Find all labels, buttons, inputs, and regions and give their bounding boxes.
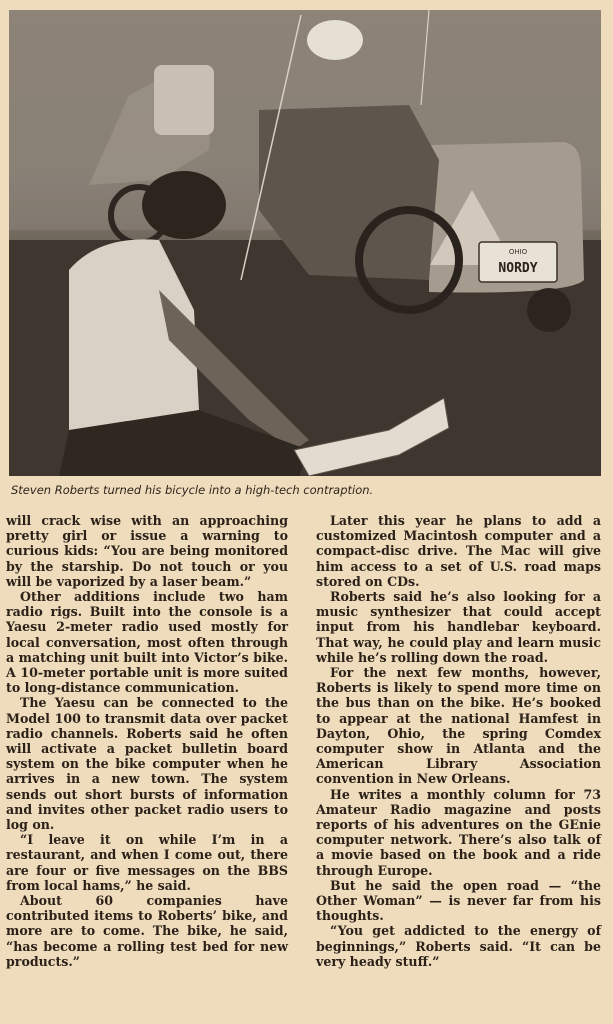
paragraph: will crack wise with an approaching pretty girl or issue a warning to curious kids: “You are being monitored by the starship. Do not touch or you will be vaporized by a laser beam.” xyxy=(6,513,288,589)
paragraph: For the next few months, however, Roberts is likely to spend more time on the bus than on the bike. He’s booked to appear at the national Hamfest in Dayton, Ohio, the spring Comdex computer show in Atlanta and the American Library Association convention in New Orleans. xyxy=(316,665,601,787)
paragraph: “You get addicted to the energy of beginnings,” Roberts said. “It can be very heady stuff.” xyxy=(316,923,601,969)
trailer-wheel xyxy=(527,288,571,332)
paragraph: Roberts said he’s also looking for a music synthesizer that could accept input from his handlebar keyboard. That way, he could play and learn music while he’s rolling down the road. xyxy=(316,589,601,665)
helmet xyxy=(307,20,363,60)
news-photo xyxy=(9,10,601,476)
plate-state: OHIO xyxy=(508,248,528,256)
plate-text: NORDY xyxy=(498,261,538,276)
paragraph: Other additions include two ham radio rigs. Built into the console is a Yaesu 2-meter radio used mostly for local conversation, most often through a matching unit built into Victor’s bike. A 10-meter portable unit is more suited to long-distance communication. xyxy=(6,589,288,696)
photo-illustration xyxy=(9,10,601,476)
paragraph: “I leave it on while I’m in a restaurant, and when I come out, there are four or five messages on the BBS from local hams,” he said. xyxy=(6,832,288,893)
person-hair xyxy=(142,171,226,239)
paragraph: Later this year he plans to add a customized Macintosh computer and a compact-disc drive. The Mac will give him access to a set of U.S. road maps stored on CDs. xyxy=(316,513,601,589)
paragraph: About 60 companies have contributed items to Roberts’ bike, and more are to come. The bike, he said, “has become a rolling test bed for new products.” xyxy=(6,893,288,969)
article-column-right xyxy=(316,513,601,969)
article-column-left xyxy=(6,513,288,969)
paragraph: But he said the open road — “the Other Woman” — is never far from his thoughts. xyxy=(316,877,601,924)
console-box xyxy=(154,65,214,135)
photo-caption: Steven Roberts turned his bicycle into a high-tech contraption. xyxy=(11,483,374,497)
paragraph: The Yaesu can be connected to the Model 100 to transmit data over packet radio channels. Roberts said he often will activate a packet bulletin board system on the bike computer when he arrives in a new town. The system sends out short bursts of information and invites other packet radio users to log on. xyxy=(6,695,288,833)
paragraph: He writes a monthly column for 73 Amateur Radio magazine and posts reports of his adventures on the GEnie computer network. There’s also talk of a movie based on the book and a ride through Europe. xyxy=(316,786,601,878)
